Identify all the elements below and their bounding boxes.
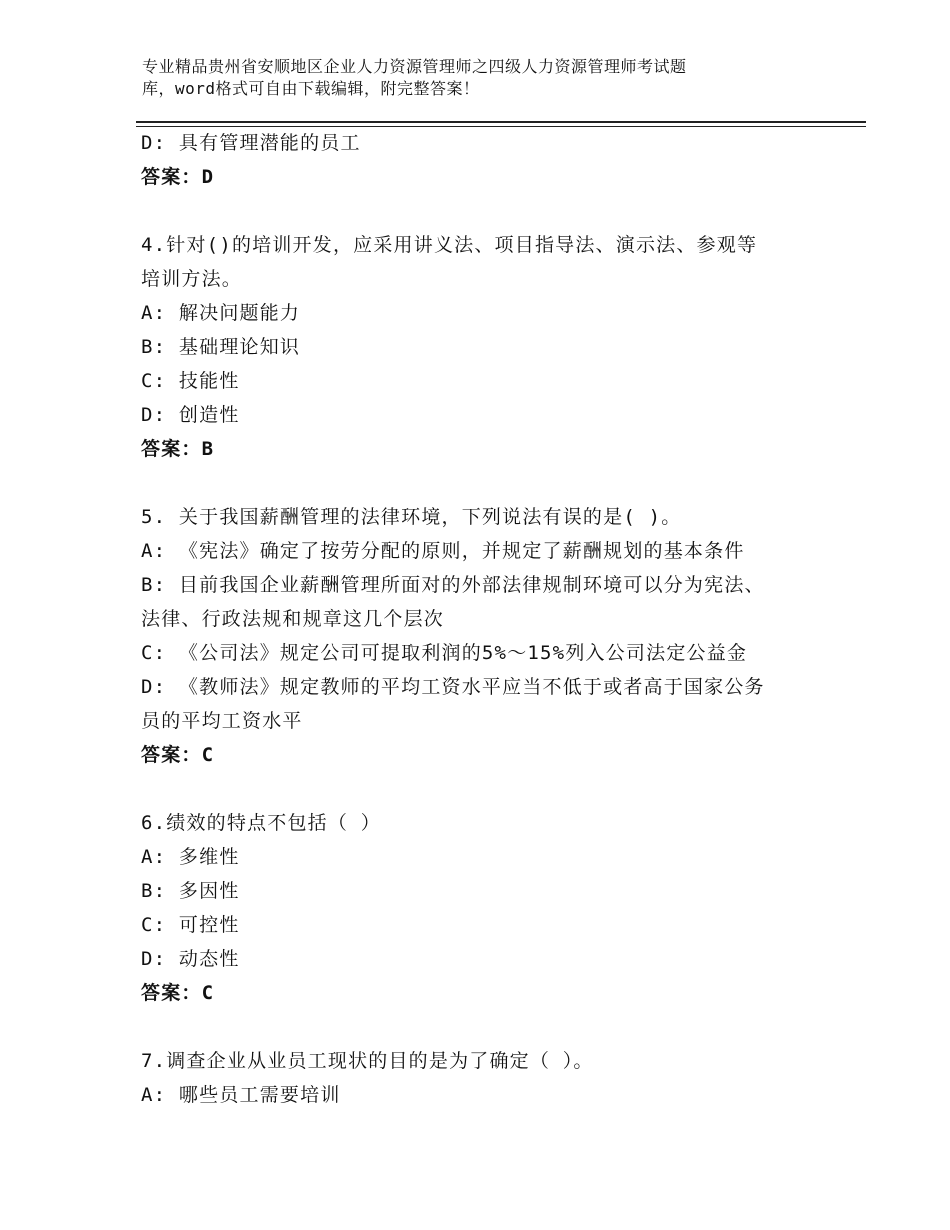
document-header — [142, 56, 842, 100]
option-d: D: 《教师法》规定教师的平均工资水平应当不低于或者高于国家公务 — [141, 676, 765, 698]
option-d: D: 动态性 — [141, 948, 240, 970]
question-5 — [141, 500, 811, 772]
answer: 答案：D — [141, 166, 215, 188]
option-a: A: 哪些员工需要培训 — [141, 1084, 341, 1106]
question-6 — [141, 806, 811, 1010]
option-d: D: 创造性 — [141, 404, 240, 426]
answer: 答案：C — [141, 982, 215, 1004]
option-b: B: 目前我国企业薪酬管理所面对的外部法律规制环境可以分为宪法、 — [141, 574, 765, 596]
question-stem: 5. 关于我国薪酬管理的法律环境，下列说法有误的是( )。 — [141, 506, 682, 528]
option-c: C: 《公司法》规定公司可提取利润的5%～15%列入公司法定公益金 — [141, 642, 748, 664]
option-a: A: 《宪法》确定了按劳分配的原则，并规定了薪酬规划的基本条件 — [141, 540, 745, 562]
spacer — [141, 1010, 811, 1044]
question-stem: 6.绩效的特点不包括（ ） — [141, 812, 381, 834]
option-c: C: 技能性 — [141, 370, 240, 392]
option-b-continued: 法律、行政法规和规章这几个层次 — [141, 608, 445, 630]
option-c: C: 可控性 — [141, 914, 240, 936]
header-divider — [136, 121, 866, 123]
option-b: B: 多因性 — [141, 880, 240, 902]
question-stem: 4.针对()的培训开发，应采用讲义法、项目指导法、演示法、参观等 — [141, 234, 758, 256]
option-d-continued: 员的平均工资水平 — [141, 710, 303, 732]
option-a: A: 解决问题能力 — [141, 302, 301, 324]
question-list — [141, 126, 811, 1112]
option-a: A: 多维性 — [141, 846, 240, 868]
question-stem: 7.调查企业从业员工现状的目的是为了确定（ ）。 — [141, 1050, 594, 1072]
question-stem-continued: 培训方法。 — [141, 268, 243, 290]
spacer — [141, 466, 811, 500]
question-3-tail — [141, 126, 811, 194]
question-4 — [141, 228, 811, 466]
spacer — [141, 772, 811, 806]
option-b: B: 基础理论知识 — [141, 336, 301, 358]
answer: 答案：B — [141, 438, 215, 460]
option-d: D: 具有管理潜能的员工 — [141, 132, 361, 154]
answer: 答案：C — [141, 744, 215, 766]
question-7 — [141, 1044, 811, 1112]
spacer — [141, 194, 811, 228]
header-title-line-2: 库，word格式可自由下载编辑，附完整答案！ — [142, 79, 480, 98]
header-title-line-1: 专业精品贵州省安顺地区企业人力资源管理师之四级人力资源管理师考试题 — [142, 57, 687, 76]
